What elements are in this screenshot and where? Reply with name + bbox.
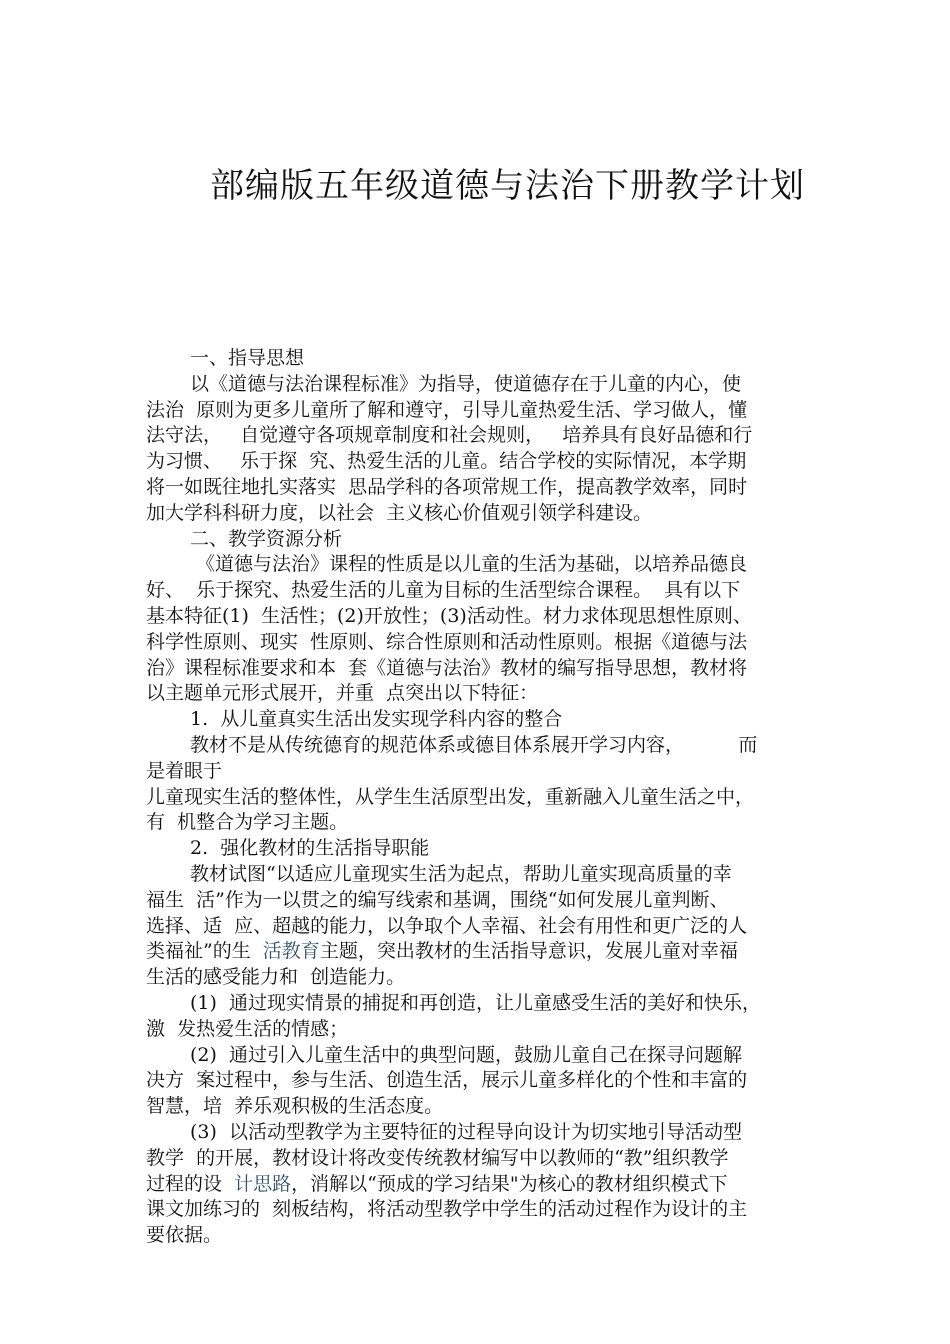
paragraph-line: 教学 的开展，教材设计将改变传统教材编写中以教师的“教”组织教学 <box>146 1146 729 1169</box>
paragraph-line: 治》课程标准要求和本 套《道德与法治》教材的编写指导思想，教材将 <box>146 656 748 679</box>
paragraph-line: (2) 通过引入儿童生活中的典型问题，鼓励儿童自己在探寻问题解 <box>190 1043 742 1066</box>
subheading: 1. 从儿童真实生活出发实现学科内容的整合 <box>190 708 563 731</box>
paragraph-line: 要依据。 <box>146 1224 223 1247</box>
inline-link[interactable]: 计思路 <box>234 1172 292 1195</box>
paragraph-line: 儿童现实生活的整体性，从学生生活原型出发，重新融入儿童生活之中， <box>146 785 755 808</box>
subheading: 2. 强化教材的生活指导职能 <box>190 837 430 860</box>
paragraph-line: 基本特征(1) 生活性；(2)开放性；(3)活动性。材力求体现思想性原则、 <box>146 604 752 627</box>
paragraph-line <box>146 1172 826 1198</box>
paragraph-line: 有 机整合为学习主题。 <box>146 811 349 834</box>
section-heading: 一、指导思想 <box>190 347 305 369</box>
paragraph-line: 激 发热爱生活的情感； <box>146 1017 349 1040</box>
paragraph-text: ，消解以“预成的学习结果"为核心的教材组织模式下 <box>291 1172 728 1195</box>
paragraph-line: 以《道德与法治课程标准》为指导，使道德存在于儿童的内心，使 <box>190 372 742 395</box>
paragraph-line: 生活的感受能力和 创造能力。 <box>146 966 406 989</box>
paragraph-line: 科学性原则、现实 性原则、综合性原则和活动性原则。根据《道德与法 <box>146 630 748 653</box>
paragraph-line: 法治 原则为更多儿童所了解和遵守，引导儿童热爱生活、学习做人，懂 <box>146 398 748 421</box>
paragraph-line: 《道德与法治》课程的性质是以儿童的生活为基础，以培养品德良 <box>190 553 748 576</box>
paragraph-line: 课文加练习的 刻板结构，将活动型教学中学生的活动过程作为设计的主 <box>146 1198 748 1221</box>
paragraph-text: 主题，突出教材的生活指导意识，发展儿童对幸福 <box>319 940 738 963</box>
paragraph-line: (3) 以活动型教学为主要特征的过程导向设计为切实地引导活动型 <box>190 1120 742 1143</box>
section-heading: 二、教学资源分析 <box>190 527 343 550</box>
inline-link[interactable]: 活教育 <box>262 940 320 963</box>
paragraph-line: 以主题单元形式展开，并重 点突出以下特征： <box>146 682 539 705</box>
paragraph-line: 好、 乐于探究、热爱生活的儿童为目标的生活型综合课程。 具有以下 <box>146 579 741 602</box>
paragraph-line: (1) 通过现实情景的捕捉和再创造，让儿童感受生活的美好和快乐， <box>190 991 761 1014</box>
paragraph-line: 法守法， 自觉遵守各项规章制度和社会规则， 培养具有良好品德和行 <box>146 424 753 447</box>
document-body <box>146 346 826 1249</box>
paragraph-line: 决方 案过程中，参与生活、创造生活，展示儿童多样化的个性和丰富的 <box>146 1069 748 1092</box>
paragraph-line: 将一如既往地扎实落实 思品学科的各项常规工作，提高教学效率，同时 <box>146 475 748 498</box>
paragraph-line: 教材不是从传统德育的规范体系或德目体系展开学习内容， 而 <box>190 733 758 756</box>
paragraph-text: 类福祉”的生 <box>146 940 263 963</box>
paragraph-text: 过程的设 <box>146 1172 235 1195</box>
paragraph-line: 选择、适 应、超越的能力，以争取个人幸福、社会有用性和更广泛的人 <box>146 914 748 937</box>
document-title: 部编版五年级道德与法治下册教学计划 <box>210 166 805 206</box>
paragraph-line: 福生 活”作为一以贯之的编写线索和基调，围绕“如何发展儿童判断、 <box>146 888 729 911</box>
paragraph-line: 教材试图“以适应儿童现实生活为起点，帮助儿童实现高质量的幸 <box>190 862 732 885</box>
paragraph-line: 为习惯、 乐于探 究、热爱生活的儿童。结合学校的实际情况，本学期 <box>146 450 747 473</box>
paragraph-line: 智慧，培 养乐观积极的生活态度。 <box>146 1095 444 1118</box>
paragraph-line <box>146 939 826 965</box>
paragraph-line: 是着眼于 <box>146 759 223 782</box>
paragraph-line: 加大学科科研力度，以社会 主义核心价值观引领学科建设。 <box>146 501 653 524</box>
